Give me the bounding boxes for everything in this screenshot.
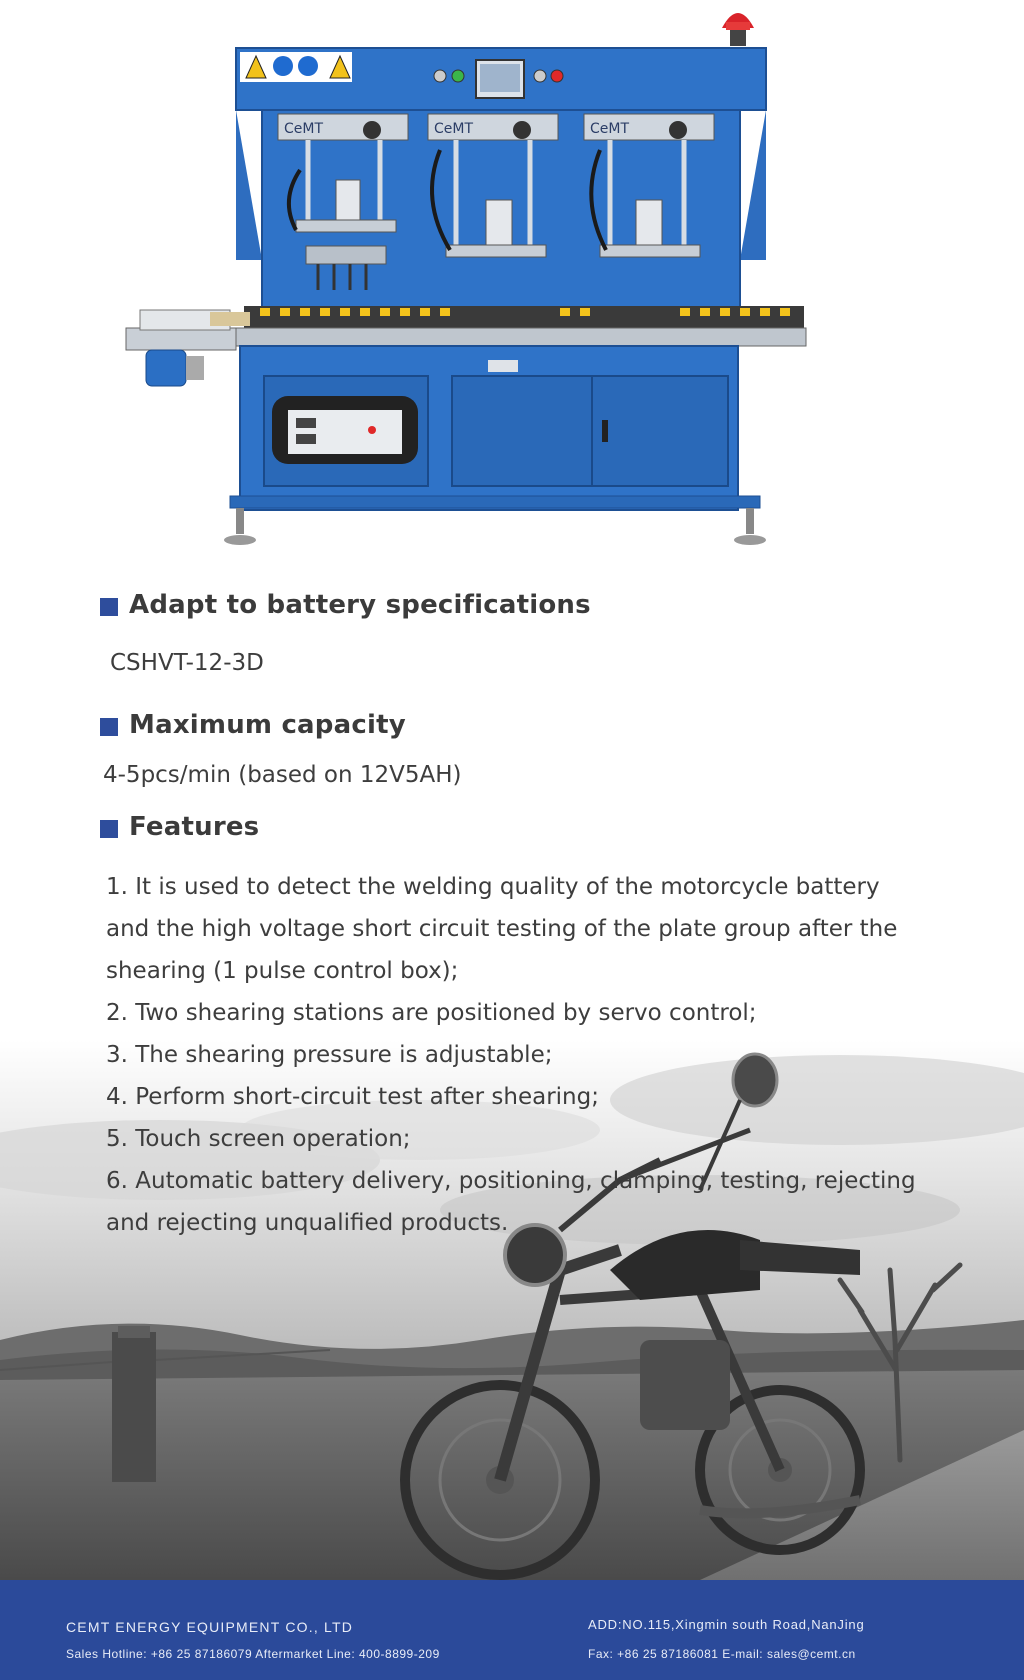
adapt-specifications-value: CSHVT-12-3D — [110, 650, 264, 676]
features-heading-text: Features — [129, 812, 260, 842]
machine-image — [0, 0, 1024, 560]
footer-address: ADD:NO.115,Xingmin south Road,NanJing — [588, 1617, 865, 1632]
heading-square-icon — [100, 718, 118, 736]
svg-text:CeMT: CeMT — [284, 121, 324, 137]
footer-company-name: CEMT ENERGY EQUIPMENT CO., LTD — [66, 1619, 354, 1635]
feature-line: 3. The shearing pressure is adjustable; — [106, 1042, 553, 1068]
feature-line: and the high voltage short circuit testing of the plate group after the — [106, 916, 898, 942]
footer — [0, 1580, 1024, 1680]
battery-testing-machine-illustration-icon — [0, 0, 1024, 560]
footer-sales-hotline: Sales Hotline: +86 25 87186079 Aftermarket Line: 400-8899-209 — [66, 1647, 440, 1661]
maximum-capacity-value: 4-5pcs/min (based on 12V5AH) — [103, 762, 462, 788]
feature-line: shearing (1 pulse control box); — [106, 958, 459, 984]
heading-square-icon — [100, 598, 118, 616]
feature-line: 5. Touch screen operation; — [106, 1126, 411, 1152]
features-heading — [100, 812, 259, 842]
feature-line: 2. Two shearing stations are positioned by servo control; — [106, 1000, 757, 1026]
features-list — [106, 866, 966, 1244]
feature-line: 6. Automatic battery delivery, positioning, clamping, testing, rejecting — [106, 1168, 916, 1194]
feature-line: 1. It is used to detect the welding quality of the motorcycle battery — [106, 874, 880, 900]
adapt-specifications-heading-text: Adapt to battery specifications — [129, 590, 591, 620]
feature-line: and rejecting unqualified products. — [106, 1210, 509, 1236]
adapt-specifications-heading — [100, 590, 591, 620]
footer-fax-email: Fax: +86 25 87186081 E-mail: sales@cemt.cn — [588, 1647, 856, 1661]
heading-square-icon — [100, 820, 118, 838]
maximum-capacity-heading — [100, 710, 406, 740]
svg-text:CeMT: CeMT — [590, 121, 630, 137]
svg-text:CeMT: CeMT — [434, 121, 474, 137]
feature-line: 4. Perform short-circuit test after shearing; — [106, 1084, 599, 1110]
maximum-capacity-heading-text: Maximum capacity — [129, 710, 406, 740]
